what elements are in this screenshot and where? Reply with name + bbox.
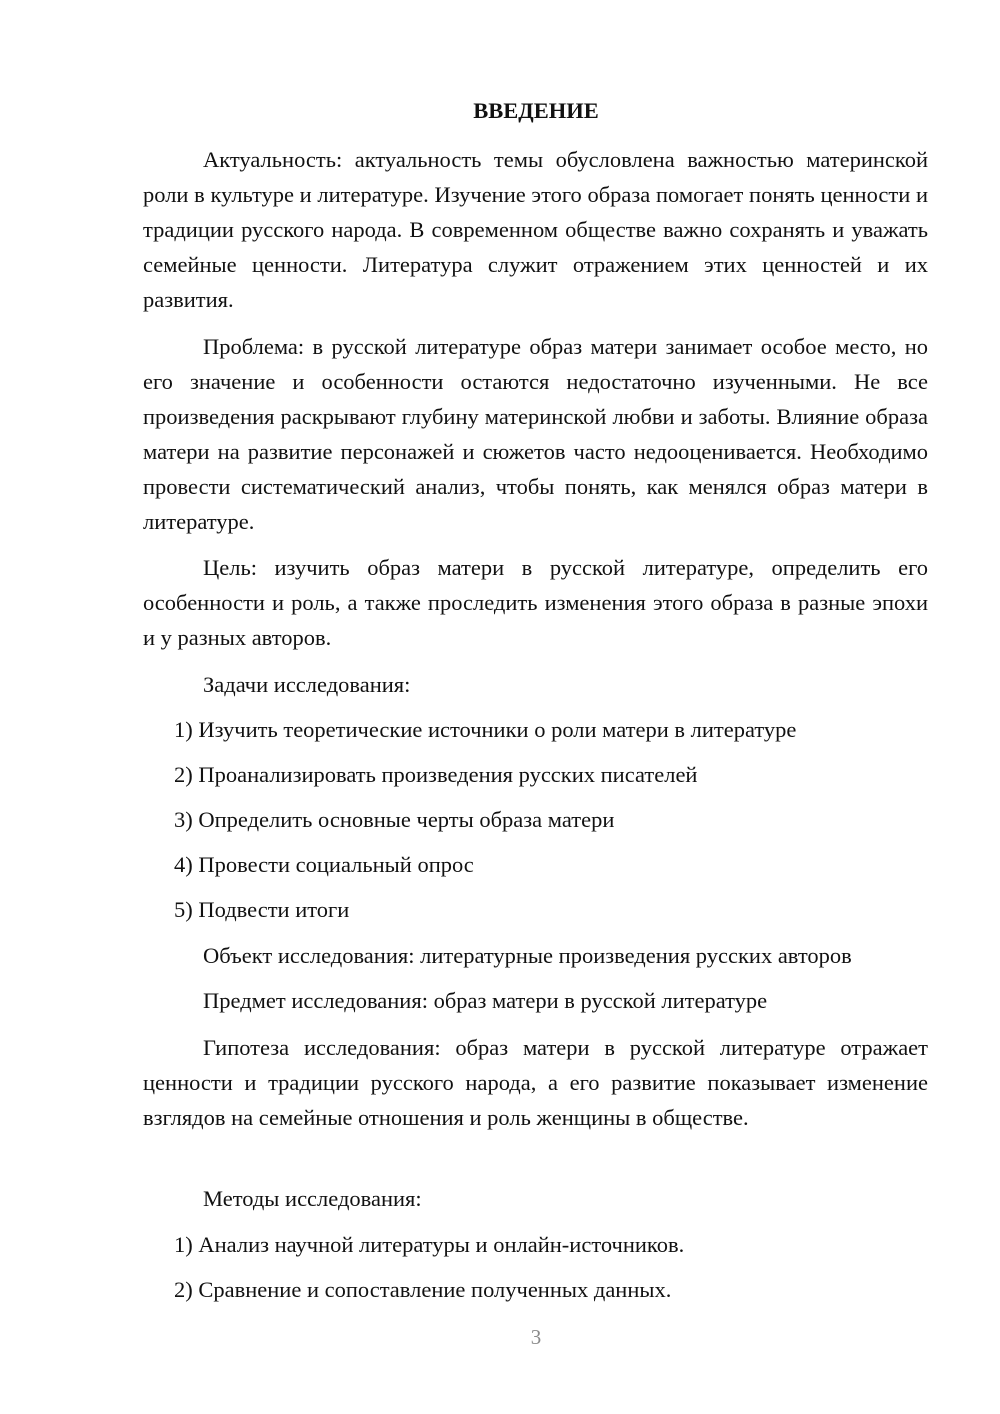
problem-paragraph: Проблема: в русской литературе образ матери занимает особое место, но его значение и особенности остаются недостаточно изученными. Не все произведения раскрывают глубину материнской любви и заботы. Влияние образа матери на развитие персонажей и сюжетов часто недооценивается. Необходимо провести систематический анализ, чтобы понять, как менялся образ матери в литературе. [143, 334, 928, 534]
task-item: 5) Подвести итоги [174, 897, 350, 922]
research-subject: Предмет исследования: образ матери в русской литературе [203, 988, 768, 1013]
task-item-3-block [143, 802, 928, 837]
task-item-1-block [143, 712, 928, 747]
subject-block [143, 983, 928, 1018]
method-item: 1) Анализ научной литературы и онлайн-источников. [174, 1232, 685, 1257]
relevance-paragraph: Актуальность: актуальность темы обусловлена важностью материнской роли в культуре и литературе. Изучение этого образа помогает понять ценности и традиции русского народа. В современном обществе важно сохранять и уважать семейные ценности. Литература служит отражением этих ценностей и их развития. [143, 147, 928, 312]
task-item: 2) Проанализировать произведения русских писателей [174, 762, 698, 787]
tasks-title-block [143, 667, 928, 702]
goal-block [143, 550, 928, 655]
tasks-title: Задачи исследования: [203, 672, 411, 697]
method-item: 2) Сравнение и сопоставление полученных данных. [174, 1277, 672, 1302]
goal-paragraph: Цель: изучить образ матери в русской литературе, определить его особенности и роль, а также проследить изменения этого образа в разные эпохи и у разных авторов. [143, 555, 928, 650]
hypothesis-paragraph: Гипотеза исследования: образ матери в русской литературе отражает ценности и традиции русского народа, а его развитие показывает изменение взглядов на семейные отношения и роль женщины в обществе. [143, 1035, 928, 1130]
research-object: Объект исследования: литературные произведения русских авторов [203, 943, 852, 968]
task-item-2-block [143, 757, 928, 792]
object-block [143, 938, 928, 973]
task-item: 4) Провести социальный опрос [174, 852, 474, 877]
method-item-2-block [143, 1272, 928, 1307]
task-item-4-block [143, 847, 928, 882]
relevance-block [143, 142, 928, 317]
problem-block [143, 329, 928, 539]
task-item: 1) Изучить теоретические источники о роли матери в литературе [174, 717, 797, 742]
task-item-5-block [143, 892, 928, 927]
method-item-1-block [143, 1227, 928, 1262]
task-item: 3) Определить основные черты образа матери [174, 807, 615, 832]
hypothesis-block [143, 1030, 928, 1135]
page-number: 3 [530, 1325, 542, 1349]
methods-title: Методы исследования: [203, 1186, 422, 1211]
methods-title-block [143, 1181, 928, 1216]
section-heading: ВВЕДЕНИЕ [473, 98, 599, 123]
